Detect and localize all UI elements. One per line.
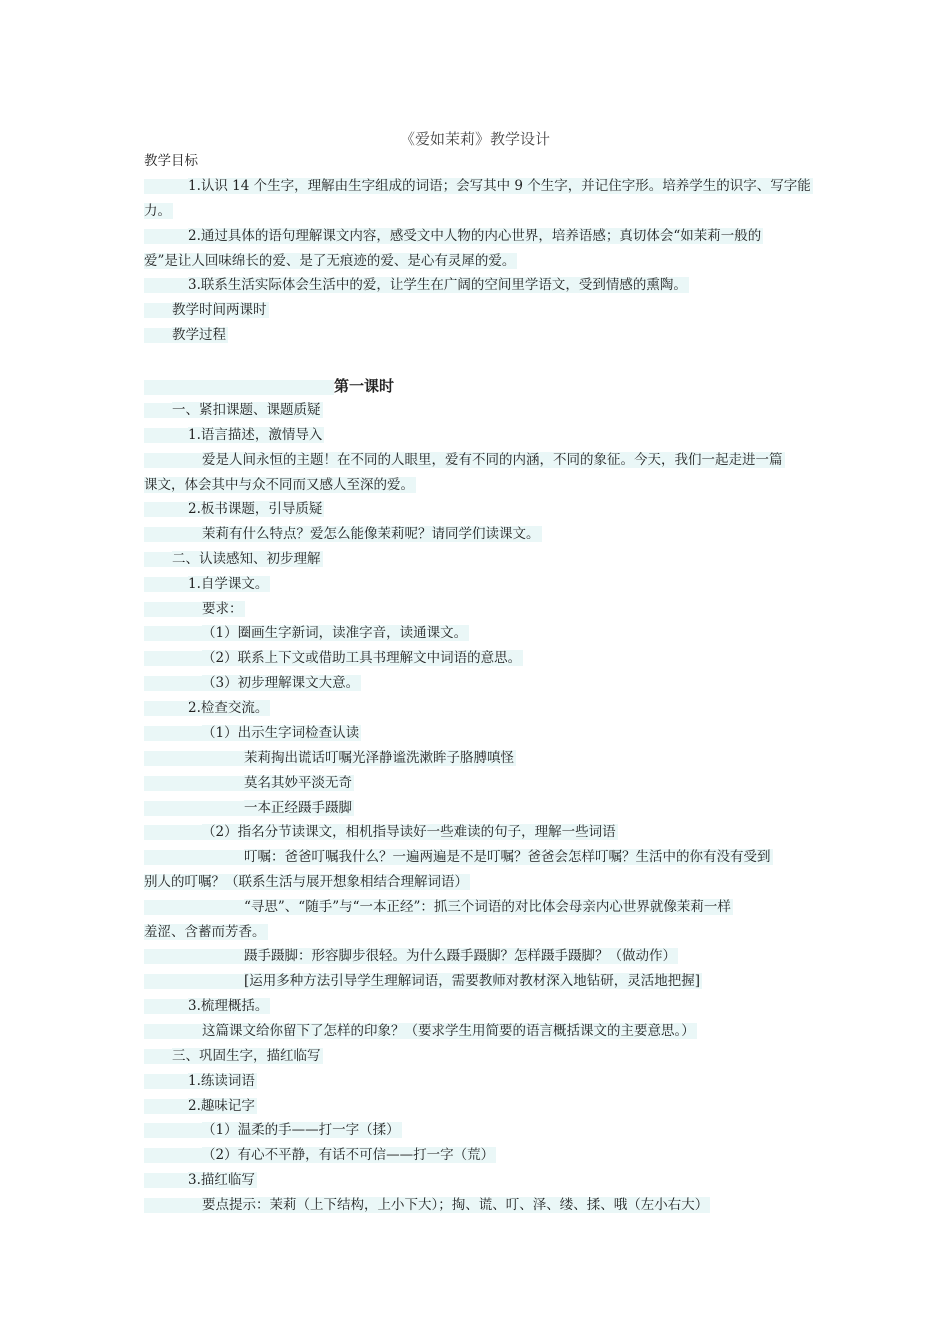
teaching-time: 教学时间两课时 — [144, 302, 807, 319]
section-1-heading: 一、紧扣课题、课题质疑 — [144, 402, 807, 419]
section-1-item-2-text: 茉莉有什么特点？爱怎么能像茉莉呢？请同学们读课文。 — [144, 526, 807, 543]
detail-1-line-1: 叮嘱：爸爸叮嘱我什么？一遍两遍是不是叮嘱？爸爸会怎样叮嘱？生活中的你有没有受到 — [144, 849, 807, 866]
section-1-item-1-text-1: 爱是人间永恒的主题！在不同的人眼里，爱有不同的内涵，不同的象征。今天，我们一起走进一篇 — [144, 452, 807, 469]
section-1-item-1-text-2: 课文，体会其中与众不同而又感人至深的爱。 — [144, 477, 414, 493]
section-2-item-2: 2.检查交流。 — [144, 700, 807, 717]
goal-2-line-2: 爱”是让人回味绵长的爱、是了无痕迹的爱、是心有灵犀的爱。 — [144, 253, 516, 269]
section-3-item-1: 1.练读词语 — [144, 1073, 807, 1090]
detail-2-line-1: “寻思”、“随手”与“一本正经”：抓三个词语的对比体会母亲内心世界就像茉莉一样 — [144, 899, 807, 916]
section-3-item-2: 2.趣味记字 — [144, 1098, 807, 1115]
requirements-label: 要求： — [144, 601, 807, 618]
teaching-process: 教学过程 — [144, 327, 807, 344]
goals-heading: 教学目标 — [144, 153, 198, 169]
goal-2-line-1: 2.通过具体的语句理解课文内容，感受文中人物的内心世界，培养语感；真切体会“如茉莉一般的 — [144, 228, 807, 245]
requirement-1: （1）圈画生字新词，读准字音，读通课文。 — [144, 625, 807, 642]
check-1: （1）出示生字词检查认读 — [144, 725, 807, 742]
detail-1-line-2: 别人的叮嘱？（联系生活与展开想象相结合理解词语） — [144, 874, 468, 890]
document-title: 《爱如茉莉》教学设计 — [399, 130, 550, 148]
goal-1-line-2: 力。 — [144, 203, 171, 219]
section-2-heading: 二、认读感知、初步理解 — [144, 551, 807, 568]
section-2-item-1: 1.自学课文。 — [144, 576, 807, 593]
section-2-item-3-text: 这篇课文给你留下了怎样的印象？（要求学生用简要的语言概括课文的主要意思。） — [144, 1023, 807, 1040]
word-list-2: 莫名其妙平淡无奇 — [144, 775, 807, 792]
key-points: 要点提示：茉莉（上下结构，上小下大）；掏、谎、叮、泽、缕、揉、哦（左小右大） — [144, 1197, 807, 1214]
section-2-item-3: 3.梳理概括。 — [144, 998, 807, 1015]
section-1-item-1: 1.语言描述，激情导入 — [144, 427, 807, 444]
riddle-2: （2）有心不平静，有话不可信——打一字（荒） — [144, 1147, 807, 1164]
check-2: （2）指名分节读课文，相机指导读好一些难读的句子，理解一些词语 — [144, 824, 807, 841]
word-list-1: 茉莉掏出谎话叮嘱光泽静谧洗漱眸子胳膊嗔怪 — [144, 750, 807, 767]
lesson-1-heading: 第一课时 — [144, 376, 807, 396]
detail-2-line-2: 羞涩、含蓄而芳香。 — [144, 924, 266, 940]
requirement-3: （3）初步理解课文大意。 — [144, 675, 807, 692]
riddle-1: （1）温柔的手——打一字（揉） — [144, 1122, 807, 1139]
word-list-3: 一本正经蹑手蹑脚 — [144, 800, 807, 817]
section-3-heading: 三、巩固生字，描红临写 — [144, 1048, 807, 1065]
goal-3: 3.联系生活实际体会生活中的爱，让学生在广阔的空间里学语文，受到情感的熏陶。 — [144, 277, 807, 294]
goal-1-line-1: 1.认识 14 个生字，理解由生字组成的词语；会写其中 9 个生字，并记住字形。培养学生的识字、写字能 — [144, 178, 807, 195]
section-1-item-2: 2.板书课题，引导质疑 — [144, 501, 807, 518]
section-3-item-3: 3.描红临写 — [144, 1172, 807, 1189]
detail-4: [运用多种方法引导学生理解词语，需要教师对教材深入地钻研，灵活地把握] — [144, 973, 807, 990]
requirement-2: （2）联系上下文或借助工具书理解文中词语的意思。 — [144, 650, 807, 667]
detail-3: 蹑手蹑脚：形容脚步很轻。为什么蹑手蹑脚？怎样蹑手蹑脚？（做动作） — [144, 948, 807, 965]
